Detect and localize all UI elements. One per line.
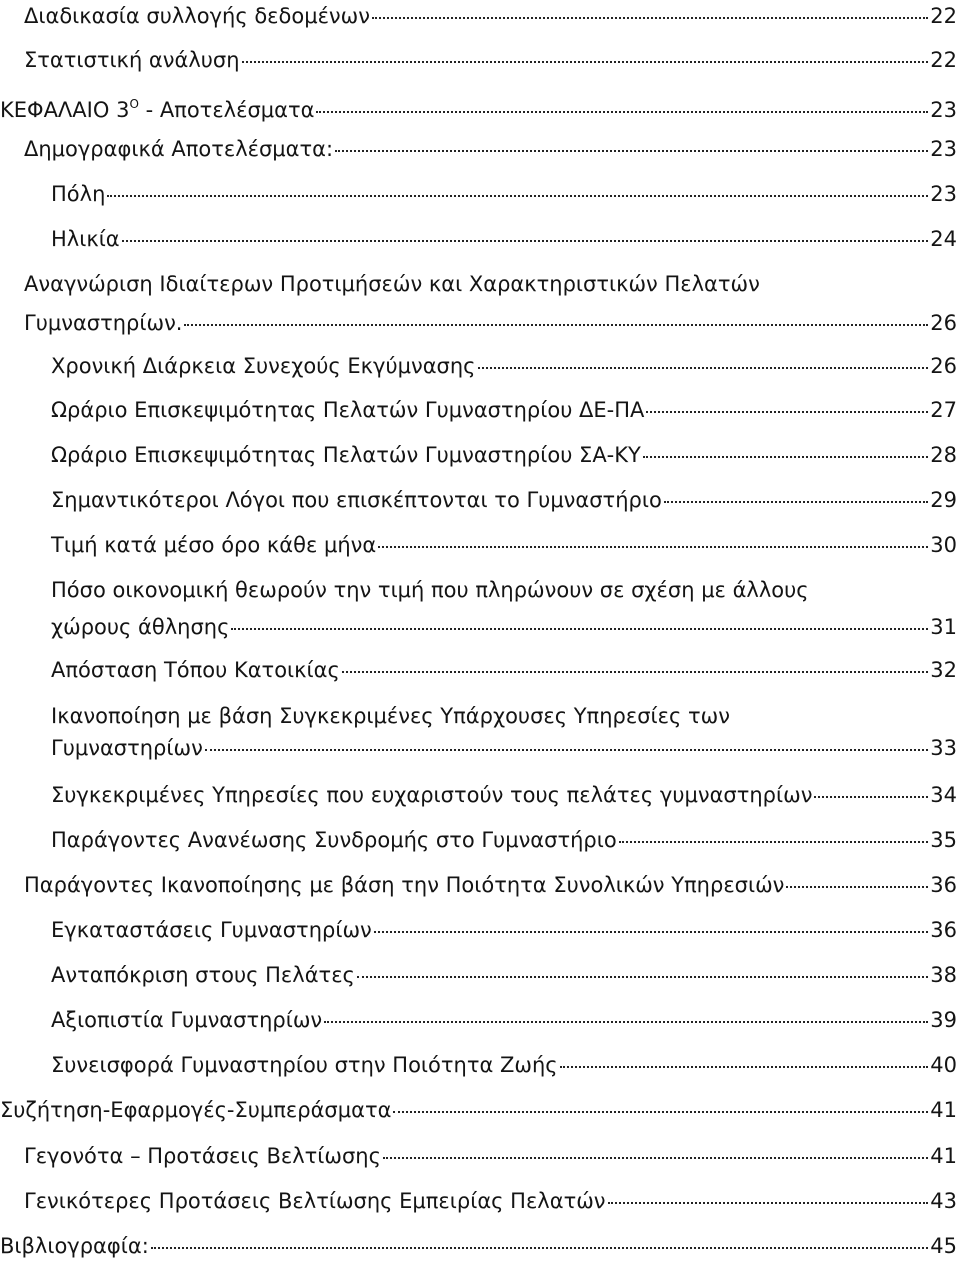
- toc-entry[interactable]: [0, 350, 960, 382]
- dot-leader: [151, 1246, 928, 1249]
- dot-leader: [184, 323, 928, 326]
- toc-entry-page: 41: [930, 1144, 957, 1168]
- toc-entry-title: Απόσταση Τόπου Κατοικίας: [51, 658, 340, 682]
- toc-entry[interactable]: [0, 1140, 960, 1172]
- toc-entry-page: 22: [930, 48, 957, 72]
- toc-entry-title: Ωράριο Επισκεψιμότητας Πελατών Γυμναστηρίου ΔΕ-ΠΑ: [51, 398, 645, 422]
- toc-entry[interactable]: [0, 133, 960, 165]
- toc-entry-title-line1: Πόσο οικονομική θεωρούν την τιμή που πληρώνουν σε σχέση με άλλους: [51, 578, 809, 602]
- toc-entry[interactable]: [0, 824, 960, 856]
- toc-entry[interactable]: [0, 869, 960, 901]
- dot-leader: [372, 16, 928, 19]
- dot-leader: [664, 500, 928, 503]
- toc-entry-title: Εγκαταστάσεις Γυμναστηρίων: [51, 918, 372, 942]
- dot-leader: [814, 795, 928, 798]
- toc-entry-page: 40: [930, 1053, 957, 1077]
- toc-entry-page: 31: [930, 615, 957, 639]
- dot-leader: [643, 455, 928, 458]
- dot-leader: [560, 1065, 929, 1068]
- toc-entry-title: Δημογραφικά Αποτελέσματα:: [24, 137, 334, 161]
- toc-entry-title-line1: Ικανοποίηση με βάση Συγκεκριμένες Υπάρχουσες Υπηρεσίες των: [51, 704, 730, 728]
- toc-entry[interactable]: [0, 914, 960, 946]
- toc-entry-title: Ωράριο Επισκεψιμότητας Πελατών Γυμναστηρίου ΣΑ-ΚΥ: [51, 443, 641, 467]
- toc-entry-title: Τιμή κατά μέσο όρο κάθε μήνα: [51, 533, 377, 557]
- toc-entry-title: Διαδικασία συλλογής δεδομένων: [24, 4, 370, 28]
- toc-entry-page: 36: [930, 873, 957, 897]
- dot-leader: [342, 670, 928, 673]
- toc-entry-title: Ηλικία: [51, 227, 120, 251]
- toc-entry-page: 45: [930, 1234, 957, 1258]
- dot-leader: [205, 748, 928, 751]
- toc-entry-page: 23: [930, 98, 957, 122]
- toc-entry-page: 34: [930, 783, 957, 807]
- toc-entry-page: 29: [930, 488, 957, 512]
- toc-entry-page: 33: [930, 736, 957, 760]
- toc-entry-title: Γενικότερες Προτάσεις Βελτίωσης Εμπειρίας Πελατών: [24, 1189, 606, 1213]
- toc-entry-page: 24: [930, 227, 957, 251]
- toc-entry-title: Γυμναστηρίων.: [24, 311, 183, 335]
- toc-entry-page: 26: [930, 311, 957, 335]
- dot-leader: [316, 110, 928, 113]
- dot-leader: [619, 840, 929, 843]
- toc-entry-page: 27: [930, 398, 957, 422]
- toc-entry[interactable]: [0, 1185, 960, 1217]
- toc-entry[interactable]: [0, 779, 960, 811]
- dot-leader: [478, 366, 929, 369]
- toc-entry-title: Παράγοντες Ικανοποίησης με βάση την Ποιότητα Συνολικών Υπηρεσιών: [24, 873, 785, 897]
- toc-entry-page: 35: [930, 828, 957, 852]
- toc-entry-title: Παράγοντες Ανανέωσης Συνδρομής στο Γυμναστήριο: [51, 828, 617, 852]
- toc-entry-title: χώρους άθλησης: [51, 615, 230, 639]
- toc-entry[interactable]: [0, 439, 960, 471]
- ordinal-superscript: Ο: [129, 97, 139, 111]
- dot-leader: [231, 627, 928, 630]
- dot-leader: [786, 885, 928, 888]
- toc-entry-multiline[interactable]: [0, 700, 960, 776]
- toc-entry-title: Συνεισφορά Γυμναστηρίου στην Ποιότητα Ζωής: [51, 1053, 558, 1077]
- toc-entry-chapter[interactable]: [0, 88, 960, 120]
- dot-leader: [393, 1110, 928, 1113]
- toc-entry-page: 41: [930, 1098, 957, 1122]
- dot-leader: [378, 545, 928, 548]
- toc-entry[interactable]: [0, 1004, 960, 1036]
- dot-leader: [107, 194, 928, 197]
- dot-leader: [383, 1156, 928, 1159]
- toc-entry-page: 28: [930, 443, 957, 467]
- toc-entry[interactable]: [0, 484, 960, 516]
- toc-entry-title: Σημαντικότεροι Λόγοι που επισκέπτονται το Γυμναστήριο: [51, 488, 662, 512]
- dot-leader: [374, 930, 929, 933]
- toc-entry-page: 23: [930, 182, 957, 206]
- toc-entry-title: Πόλη: [51, 182, 106, 206]
- toc-entry-title: ΚΕΦΑΛΑΙΟ $3^O$ - Αποτελέσματα: [0, 97, 315, 122]
- dot-leader: [646, 410, 928, 413]
- toc-entry-title: Γεγονότα – Προτάσεις Βελτίωσης: [24, 1144, 381, 1168]
- toc-entry[interactable]: [0, 44, 960, 76]
- dot-leader: [357, 975, 928, 978]
- toc-entry[interactable]: [0, 223, 960, 255]
- toc-entry-title: Στατιστική ανάλυση: [24, 48, 240, 72]
- dot-leader: [242, 60, 929, 63]
- toc-entry-page: 30: [930, 533, 957, 557]
- toc-entry-title: Συγκεκριμένες Υπηρεσίες που ευχαριστούν τους πελάτες γυμναστηρίων: [51, 783, 813, 807]
- toc-entry[interactable]: [0, 0, 960, 32]
- toc-entry-title: Βιβλιογραφία:: [0, 1234, 149, 1258]
- toc-entry-title: Γυμναστηρίων: [51, 736, 203, 760]
- toc-entry-title: Χρονική Διάρκεια Συνεχούς Εκγύμνασης: [51, 354, 476, 378]
- dot-leader: [122, 239, 929, 242]
- toc-entry-page: 39: [930, 1008, 957, 1032]
- toc-entry-page: 43: [930, 1189, 957, 1213]
- toc-entry[interactable]: [0, 529, 960, 561]
- toc-entry-page: 22: [930, 4, 957, 28]
- toc-entry-multiline[interactable]: [0, 268, 960, 344]
- toc-entry-page: 32: [930, 658, 957, 682]
- toc-entry-page: 23: [930, 137, 957, 161]
- toc-entry-page: 36: [930, 918, 957, 942]
- dot-leader: [608, 1201, 929, 1204]
- toc-entry-title: Συζήτηση-Εφαρμογές-Συμπεράσματα: [0, 1098, 392, 1122]
- toc-entry-title-line1: Αναγνώριση Ιδιαίτερων Προτιμήσεών και Χαρακτηριστικών Πελατών: [24, 272, 760, 296]
- toc-entry[interactable]: [0, 959, 960, 991]
- toc-entry-page: 26: [930, 354, 957, 378]
- toc-entry[interactable]: [0, 1049, 960, 1081]
- toc-entry[interactable]: [0, 1094, 960, 1126]
- toc-entry-title: Ανταπόκριση στους Πελάτες: [51, 963, 355, 987]
- toc-entry[interactable]: [0, 654, 960, 686]
- toc-entry[interactable]: [0, 1230, 960, 1262]
- toc-entry-page: 38: [930, 963, 957, 987]
- toc-entry[interactable]: [0, 178, 960, 210]
- dot-leader: [324, 1020, 928, 1023]
- dot-leader: [335, 149, 928, 152]
- toc-entry-title: Αξιοπιστία Γυμναστηρίων: [51, 1008, 323, 1032]
- toc-entry-multiline[interactable]: [0, 574, 960, 650]
- toc-entry[interactable]: [0, 394, 960, 426]
